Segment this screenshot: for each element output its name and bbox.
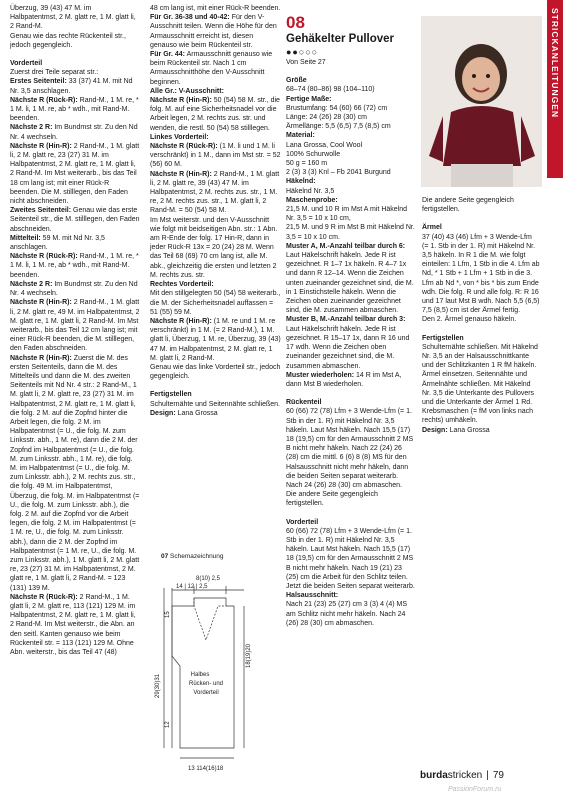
paragraph bbox=[10, 298, 140, 353]
body-text: Lana Grossa, Cool Wool bbox=[286, 141, 363, 149]
body-text: 2 Rand-M., 1 M. glatt li, 2 M. glatt re, 23 (27) 31 M. im Halbpatentmst, 2 M. glatt re, 1 M. glatt li, 2 Rand-M. Im Mst weiterarb., bis das Teil 18 cm lang ist; mit einer Rück-R beenden. Die M. stilllegen, den Faden nicht abschneiden. bbox=[10, 142, 140, 206]
paragraph bbox=[10, 252, 140, 280]
paragraph bbox=[422, 426, 540, 435]
body-text: 50 g = 160 m bbox=[286, 160, 328, 168]
body-text: 33 (37) 41 M. mit Nd Nr. 3,5 anschlagen. bbox=[10, 78, 133, 95]
heading: Nächste R (Hin-R): bbox=[150, 170, 212, 178]
heading: Nächste R (Rück-R): bbox=[150, 143, 218, 151]
page-number: 79 bbox=[492, 770, 504, 781]
body-text: Genau wie das linke Vorderteil str., jedoch gegengleich. bbox=[150, 363, 281, 381]
body-text: Länge: 24 (26) 28 (30) cm bbox=[286, 114, 367, 122]
dim-top: 8(10) 2,5 bbox=[196, 576, 221, 582]
heading: Halsausschnitt: bbox=[286, 592, 339, 600]
column-2 bbox=[150, 4, 281, 418]
paragraph bbox=[150, 4, 281, 13]
dim-left-bottom: 12 bbox=[165, 721, 171, 728]
paragraph bbox=[422, 315, 540, 324]
body-text: Laut Häkelschrift häkeln. Jede R ist gezeichnet. R 1–7 1x häkeln. R 4–7 1x und dann R 12–14. Wenn die Zeichen unten zueinander gezeichnet sind, die M. in 1 Einstichstelle häkeln. Wenn die Zeichen oben zueinander gezeichnet sind, die M. zusammen abmaschen. bbox=[286, 252, 414, 315]
paragraph bbox=[150, 390, 281, 408]
heading: Für Gr. 44: bbox=[150, 51, 186, 59]
heading: Für Gr. 36-38 und 40-42: bbox=[150, 14, 230, 22]
paragraph bbox=[286, 600, 416, 628]
heading: Design: bbox=[150, 409, 176, 417]
body-text: Mit den stillgelegten 50 (54) 58 weiterarb., die M. der Sicherheitsnadel auffassen = 51 (55) 59 M. bbox=[150, 290, 281, 316]
body-text: (1 M. li und 1 M. li verschränkt) in 1 M., dann im Mst str. = 52 (56) 60 M. bbox=[150, 143, 281, 169]
heading: Größe bbox=[286, 77, 307, 85]
difficulty-rating: ●●○○○ bbox=[286, 47, 319, 57]
heading: Nächste R (Hin-R): bbox=[150, 317, 212, 325]
heading: Häkelnd: bbox=[286, 178, 316, 186]
body-text: 14 R im Mst A, dann Mst B wiederholen. bbox=[286, 371, 402, 388]
paragraph bbox=[286, 150, 416, 159]
column-4 bbox=[422, 196, 540, 435]
schematic-caption: 07 Schemazeichnung bbox=[161, 553, 224, 560]
heading: Muster wiederholen: bbox=[286, 371, 355, 379]
paragraph bbox=[10, 206, 140, 234]
paragraph bbox=[286, 168, 416, 177]
paragraph bbox=[286, 177, 416, 186]
label-line-2: Rücken- und bbox=[188, 681, 224, 687]
body-text: Im Bundmst str. Zu den Nd Nr. 4 wechseln. bbox=[10, 280, 138, 298]
paragraph bbox=[286, 104, 416, 113]
source-page: Von Seite 27 bbox=[286, 59, 326, 66]
dim-right: 18(19)20 bbox=[246, 643, 252, 668]
paragraph bbox=[286, 591, 416, 600]
footer-brand: burda bbox=[420, 770, 448, 781]
body-text: 48 cm lang ist, mit einer Rück-R beenden. bbox=[150, 5, 281, 12]
paragraph bbox=[286, 315, 416, 370]
heading: Rückenteil bbox=[286, 399, 322, 407]
heading: Nächste R (Hin-R): bbox=[10, 354, 72, 362]
schematic-drawing bbox=[150, 548, 282, 786]
heading: Vorderteil bbox=[10, 60, 43, 68]
heading: Muster A, M.-Anzahl teilbar durch 6: bbox=[286, 242, 406, 250]
body-text: Armausschnitt genauso wie beim Rückenteil str. Nach 1 cm Armausschnitthöhe den V-Ausschnitt beginnen. bbox=[150, 51, 273, 86]
heading: Erstes Seitenteil: bbox=[10, 78, 67, 86]
label-line-1: Halbes bbox=[190, 672, 210, 678]
paragraph bbox=[150, 280, 281, 289]
paragraph bbox=[286, 223, 416, 241]
paragraph bbox=[150, 216, 281, 280]
heading: Mittelteil: bbox=[10, 234, 41, 242]
column-3 bbox=[286, 0, 416, 628]
body-text: Lana Grossa bbox=[175, 409, 218, 417]
paragraph bbox=[286, 159, 416, 168]
paragraph bbox=[150, 317, 281, 363]
body-text: Rand-M., 1 M. re, * 1 M. li, 1 M. re, ab * wdh., mit Rand-M. beenden. bbox=[10, 253, 139, 279]
body-text: Die andere Seite gegengleich fertigstellen. bbox=[422, 197, 514, 214]
paragraph bbox=[286, 242, 416, 316]
paragraph bbox=[10, 59, 140, 77]
body-text: Im Mst weiterstr. und den V-Ausschnitt wie folgt mit beidseitigen Abn. str.: 1 Abn. am R-Ende der folg. 17 Hin-R, dann in jeder Rück-R 13x = 20 (24) 28 M. Wenn das Teil 68 (69) 70 cm lang ist, alle M. abk., gleichzeitig die ersten und letzten 2 M. rechts zus. str. bbox=[150, 216, 278, 279]
heading: Alle Gr.: V-Ausschnitt: bbox=[150, 87, 224, 95]
heading: Nächste R (Hin-R): bbox=[10, 142, 72, 150]
paragraph bbox=[286, 490, 416, 508]
paragraph bbox=[150, 409, 281, 418]
body-text: Ärmellänge: 5,5 (6,5) 7,5 (8,5) cm bbox=[286, 123, 391, 131]
paragraph bbox=[10, 142, 140, 206]
heading: Nächste R (Rück-R): bbox=[10, 593, 78, 601]
body-text: Nach 21 (23) 25 (27) cm 3 (3) 4 (4) MS am Schlitz nicht mehr häkeln. Nach 24 (26) 28 (30) cm abmaschen. bbox=[286, 601, 407, 627]
body-text: 21,5 M. und 9 R im Mst B mit Häkelnd Nr. 3,5 = 10 x 10 cm. bbox=[286, 224, 415, 241]
body-text: Rand-M., 1 M. re, * 1 M. li, 1 M. re, ab * wdh., mit Rand-M. beenden. bbox=[10, 96, 139, 123]
heading: Rechtes Vorderteil: bbox=[150, 281, 214, 289]
body-text: Brustumfang: 54 (60) 66 (72) cm bbox=[286, 104, 388, 112]
paragraph bbox=[10, 280, 140, 298]
dim-bottom: 13 114(16)18 bbox=[188, 766, 224, 772]
body-text: (1 M. re und 1 M. re verschränkt) in 1 M. (= 2 Rand-M.), 1 M. glatt li, Überzug, 1 M. re, Überzug, 39 (43) 47 M. im Halbpatentmst, 2 M. glatt re, 1 M. glatt li, 2 Rand-M. bbox=[150, 317, 281, 362]
paragraph bbox=[286, 187, 416, 196]
body-text: Genau wie das erste Seitenteil str., die M. stilllegen, den Faden abschneiden. bbox=[10, 207, 140, 233]
paragraph bbox=[10, 96, 140, 124]
paragraph bbox=[422, 334, 540, 371]
paragraph bbox=[286, 205, 416, 223]
heading: Ärmel bbox=[422, 224, 442, 232]
heading: Fertige Maße: bbox=[286, 95, 332, 103]
heading: Nächste 2 R: bbox=[10, 124, 53, 132]
body-text: Den 2. Ärmel genauso häkeln. bbox=[422, 316, 517, 324]
paragraph bbox=[150, 13, 281, 50]
paragraph bbox=[422, 196, 540, 214]
body-text: Häkelnd Nr. 3,5 bbox=[286, 187, 335, 195]
heading: Fertigstellen bbox=[150, 391, 192, 399]
body-text: Die andere Seite gegengleich fertigstellen. bbox=[286, 491, 378, 508]
heading: Maschenprobe: bbox=[286, 196, 338, 204]
body-text: 2 Rand-M., 1 M. glatt li, 2 M. glatt re, 113 (121) 129 M. im Halbpatentmst, 2 M. glatt re, 1 M. glatt li, 2 Rand-M. Im Mst weiterstr., die Abn. an den seitl. Kanten genauso wie beim Rückenteil str. = 113 (121) 129 M. Ohne Abn. weiterstr., bis das Teil 47 (48) bbox=[10, 593, 136, 657]
heading: Material: bbox=[286, 132, 315, 140]
body-text: Ärmel einsetzen. Seitennähte und Ärmelnähte schließen. Mit Häkelnd Nr. 3,5 die Unterkante des Pullovers und die Unterkante der Ärmel 1 Rd. Krebsmaschen (= fM von links nach rechts) umhäkeln. bbox=[422, 371, 535, 425]
paragraph bbox=[10, 593, 140, 657]
body-text: Im Bundmst str. Zu den Nd Nr. 4 wechseln. bbox=[10, 124, 138, 141]
paragraph bbox=[150, 96, 281, 133]
body-text: 59 M. mit Nd Nr. 3,5 anschlagen. bbox=[10, 234, 105, 252]
paragraph bbox=[286, 76, 416, 94]
heading: Muster B, M.-Anzahl teilbar durch 3: bbox=[286, 316, 406, 324]
paragraph bbox=[422, 223, 540, 315]
paragraph bbox=[150, 289, 281, 317]
body-text: 2 Rand-M., 1 M. glatt li, 2 M. glatt re, 39 (43) 47 M. im Halbpatentmst, 2 M. rechts zus. str., 1 M. re, 2 M. rechts zus. str., 1 M. glatt li, 2 Rand-M. = 50 (54) 58 M. bbox=[150, 170, 280, 215]
paragraph bbox=[286, 95, 416, 104]
child-photo bbox=[421, 16, 542, 187]
body-text: Schulternähte schließen. Mit Häkelnd Nr. 3,5 an der Halsausschnittkante und der Schlitzkanten 1 R fM häkeln. bbox=[422, 343, 538, 370]
body-text: 60 (66) 72 (78) Lfm + 3 Wende-Lfm (= 1. Stb in der 1. R) mit Häkelnd Nr. 3,5 häkeln. Laut Mst häkeln. Nach 15,5 (17) 18 (19,5) cm für den Armausschnitt 2 MS B nicht mehr häkeln. Nach 22 (24) 26 (28) cm die mittl. 6 (6) 8 (8) MS für den Halsausschnitt nicht mehr häkeln, dann die beiden Seiten separat weiterarb. Nach 24 (26) 28 (30) cm abmaschen. bbox=[286, 408, 414, 489]
paragraph bbox=[286, 131, 416, 140]
column-3-body bbox=[286, 76, 416, 628]
paragraph bbox=[286, 371, 416, 389]
paragraph bbox=[150, 142, 281, 170]
watermark: PassionForum.ru bbox=[448, 786, 502, 793]
heading: Nächste R (Hin-R): bbox=[10, 299, 72, 307]
body-text: Schulternähte und Seitennähte schließen. bbox=[150, 400, 280, 408]
body-text: 100% Schurwolle bbox=[286, 150, 341, 158]
paragraph bbox=[422, 370, 540, 425]
paragraph bbox=[10, 123, 140, 141]
paragraph bbox=[10, 354, 140, 593]
body-text: Zuerst die M. des ersten Seitenteils, dann die M. des Mittelteils und dann die M. des zweiten Seitenteils mit Nd Nr. 4 str.: 2 Rand-M., 1 M. glatt li, 2 M. glatt re, 23 (27) 31 M. im Halbpatentmst, 2 M. glatt re, 1 M. glatt li, die folg. 2 M. auf die Zopfnd hinter die Arbeit legen, die folg. 2 M. im Halbpatentmst (= U., die folg. M. zum Linksstr. abh., 1 M. re), dann die 2 M. der Zopfnd im Halbpatentmst (= U., die folg. M. zum Linksstr. abh., 1 M. re), die folg. M. im Halbpatentmst (= U., die folg. M. zum Linksstr. abh.), 2 M. rechts zus. str., die folg. 49 M. im Halbpatentmst, Überzug, die folg. M. im Halbpatentmst (= U., die folg. M. zum Linksstr. abh.), die folg. 2 M. auf die Zopfnd vor die Arbeit legen, die folg. 2 M. im Halbpatentmst (= 1 M. re, U., die folg. M. zum Linksstr. abh.), dann die 2 M. der Zopfnd im Halbpatentmst (= 1 M. re, U., die folg. M. zum Linksstr. abh.), 1 M. glatt li, 2 M. glatt re, 23 (27) 31 M. im Halbpatentmst, 2 M. glatt re, 1 M. glatt li, 2 Rand-M. = 123 (131) 139 M. bbox=[10, 354, 140, 592]
pattern-number: 08 bbox=[286, 13, 305, 32]
heading: Nächste R (Rück-R): bbox=[10, 96, 78, 104]
footer-brand-2: stricken bbox=[447, 770, 483, 781]
body-text: 60 (66) 72 (78) Lfm + 3 Wende-Lfm (= 1. Stb in der 1. R) mit Häkelnd Nr. 3,5 häkeln. Laut Mst häkeln. Nach 15,5 (17) 18 (19,5) cm für den Armausschnitt 2 MS B nicht mehr häkeln. Nach 19 (21) 23 (25) cm die Arbeit für den Schlitz teilen. Jetzt die beiden Seiten separat weiterarb. bbox=[286, 527, 415, 590]
body-text: Lana Grossa bbox=[447, 426, 490, 434]
body-text: Genau wie das rechte Rückenteil str., jedoch gegengleich. bbox=[10, 32, 126, 49]
heading: Zweites Seitenteil: bbox=[10, 207, 72, 215]
paragraph bbox=[150, 363, 281, 381]
dim-left-total: 29(30)31 bbox=[155, 673, 161, 698]
body-text: Überzug, 39 (43) 47 M. im Halbpatentmst, 2 M. glatt re, 1 M. glatt li, 2 Rand-M. bbox=[10, 5, 136, 31]
heading: Linkes Vorderteil: bbox=[150, 133, 209, 141]
paragraph bbox=[286, 141, 416, 150]
paragraph bbox=[286, 518, 416, 592]
heading: Vorderteil bbox=[286, 518, 319, 526]
paragraph bbox=[286, 122, 416, 131]
column-1 bbox=[10, 4, 140, 657]
footer: burdastricken | 79 bbox=[420, 770, 504, 781]
paragraph bbox=[286, 196, 416, 205]
paragraph bbox=[10, 234, 140, 252]
body-text: 2 (3) 3 (3) Knl – Fb 2041 Burgund bbox=[286, 169, 391, 177]
paragraph bbox=[286, 398, 416, 490]
body-text: 2 Rand-M., 1 M. glatt li, 2 M. glatt re, 49 M. im Halbpatentmst, 2 M. glatt re, 1 M. glatt li, 2 Rand-M. Im Mst weiterarb., bis das Teil 12 cm lang ist; mit einer Rück-R beenden, die M. stilllegen, den Faden abschneiden. bbox=[10, 299, 140, 353]
dim-top-2: 14 | 12 | 2,5 bbox=[176, 584, 208, 590]
section-tab: STRICKANLEITUNGEN bbox=[547, 0, 563, 178]
heading: Fertigstellen bbox=[422, 334, 464, 342]
paragraph bbox=[150, 50, 281, 87]
body-text: 37 (40) 43 (46) Lfm + 3 Wende-Lfm (= 1. Stb in der 1. R) mit Häkelnd Nr. 3,5 häkeln. In R 1 die M. wie folgt einteilen: 1 Lfm, 1 Stb in die 4. Lfm ab Nd, * 1 Stb + 1 Lfm + 1 Stb in die 3. Lfm ab Nd *, von * bis * bis zum Ende wdh. Die folg. R und alle folg. R: R 16 und 17 laut Mst B wdh. Nach 5,5 (6,5) 7,5 (8,5) cm ist der Ärmel fertig. bbox=[422, 233, 540, 315]
paragraph bbox=[150, 87, 281, 96]
pattern-title: Gehäkelter Pullover bbox=[286, 33, 395, 45]
paragraph bbox=[10, 4, 140, 32]
body-text: 21,5 M. und 10 R im Mst A mit Häkelnd Nr. 3,5 = 10 x 10 cm, bbox=[286, 206, 407, 223]
paragraph bbox=[10, 32, 140, 50]
body-text: Für den V-Ausschnitt teilen. Wenn die Höhe für den Armausschnitt erreicht ist, diesen genauso wie beim Rückenteil str. bbox=[150, 14, 277, 49]
heading: Nächste R (Rück-R): bbox=[10, 253, 78, 261]
label-line-3: Vorderteil bbox=[193, 690, 219, 696]
body-text: 68–74 (80–86) 98 (104–110) bbox=[286, 86, 375, 94]
dim-left-top: 15 bbox=[165, 611, 171, 618]
paragraph bbox=[150, 170, 281, 216]
body-text: Laut Häkelschrift häkeln. Jede R ist gezeichnet. R 15–17 1x, dann R 16 und 17 wdh. Wenn die Zeichen oben zueinander gezeichnet sind, die M. zusammen abmaschen. bbox=[286, 325, 410, 370]
paragraph bbox=[150, 133, 281, 142]
heading: Nächste R (Hin-R): bbox=[150, 97, 212, 105]
body-text: 50 (54) 58 M. str., die folg. M. auf eine Sicherheitsnadel vor die Arbeit legen, 2 M. rechts zus. str. und wenden, die restl. 50 (54) 58 stilllegen. bbox=[150, 97, 280, 132]
paragraph bbox=[10, 77, 140, 95]
heading: Design: bbox=[422, 426, 448, 434]
body-text: Zuerst drei Teile separat str.: bbox=[10, 69, 99, 77]
heading: Nächste 2 R: bbox=[10, 280, 53, 288]
paragraph bbox=[286, 113, 416, 122]
